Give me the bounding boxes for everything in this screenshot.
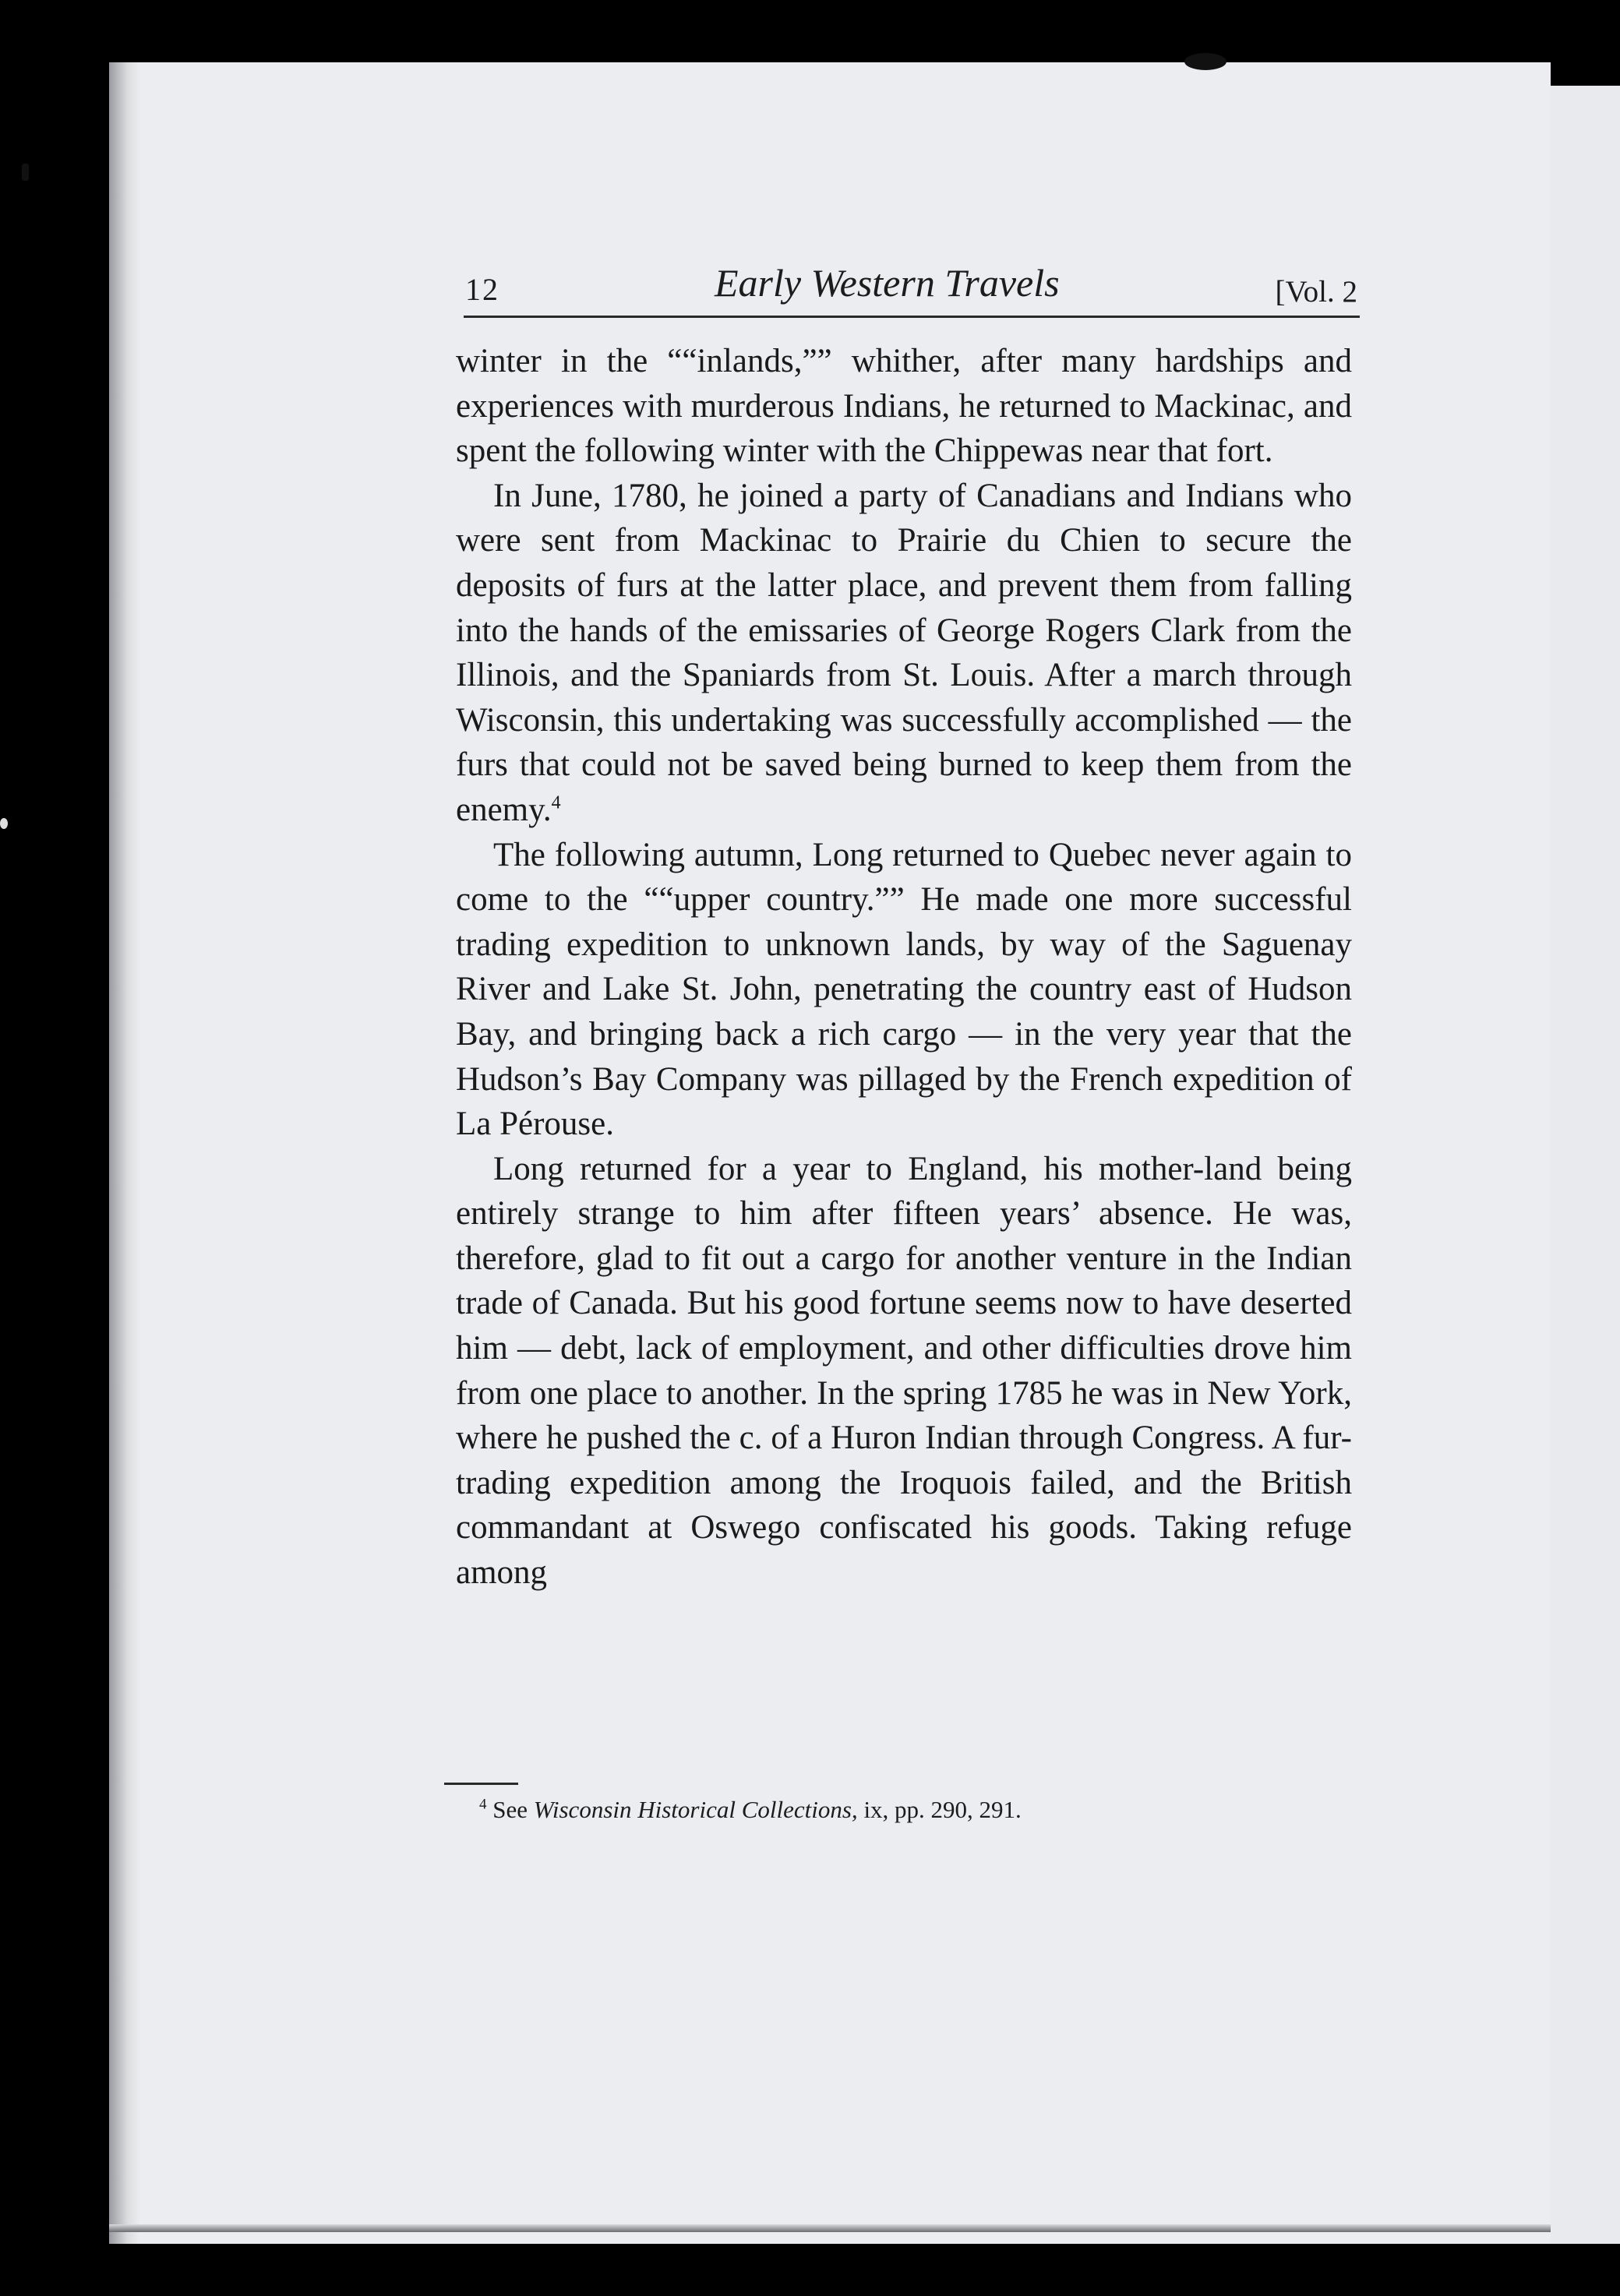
scan-speck (1184, 53, 1226, 70)
scan-speck (22, 164, 29, 181)
page-number: 12 (465, 272, 499, 307)
paragraph (456, 339, 1352, 474)
footnote-prefix: See (486, 1796, 534, 1823)
body-text (456, 339, 1352, 1596)
paragraph-text: In June, 1780, he joined a party of Canadians and Indians who were sent from Mackinac to Prairie du Chien to secure the deposits of furs at the latter place, and prevent them from falling into the hands of the emissaries of George Rogers Clark from the Illinois, and the Spaniards from St. Louis. After a march through Wisconsin, this undertaking was successfully accomplished — the furs that could not be saved being burned to keep them from the enemy. (456, 477, 1352, 828)
paragraph (456, 833, 1352, 1147)
volume-label: [Vol. 2 (1275, 275, 1357, 309)
footnote-rule (444, 1783, 518, 1785)
paragraph-text: The following autumn, Long returned to Quebec never again to come to the ““upper country.”” He made one more successful trading expedition to unknown lands, by way of the Saguenay River and Lake St. John, penetrating the country east of Hudson Bay, and bringing back a rich cargo — in the very year that the Hudson’s Bay Company was pillaged by the French expedition of La Pérouse. (456, 836, 1352, 1143)
footnote-reference: 4 (551, 792, 561, 813)
footnote-source-title: Wisconsin Historical Collections, (533, 1796, 858, 1823)
running-title: Early Western Travels (715, 261, 1060, 305)
header-rule (464, 316, 1360, 318)
page-bottom-edge (109, 2224, 1551, 2232)
paragraph-text: Long returned for a year to England, his mother-land being entirely strange to him after fifteen years’ absence. He was, therefore, glad to fit out a cargo for another venture in the Indian trade of Canada. But his good fortune seems now to have deserted him — debt, lack of employment, and other difficulties drove him from one place to another. In the spring 1785 he was in New York, where he pushed the c. of a Huron Indian through Congress. A fur-trading expedition among the Iroquois failed, and the British commandant at Oswego confiscated his goods. Taking refuge among (456, 1150, 1352, 1592)
footnote-mark: 4 (479, 1796, 487, 1813)
footnote-suffix: ix, pp. 290, 291. (857, 1796, 1022, 1823)
paragraph (456, 1147, 1352, 1596)
running-head (465, 257, 1357, 313)
paragraph-text: winter in the ““inlands,”” whither, after many hardships and experiences with murderous Indians, he returned to Mackinac, and spent the following winter with the Chippewas near that fort. (456, 343, 1352, 470)
footnote (479, 1796, 1336, 1824)
facing-page-edge (1551, 86, 1620, 2244)
page-gutter-shadow (109, 62, 140, 2244)
scan-speck (0, 818, 8, 829)
paragraph (456, 474, 1352, 833)
